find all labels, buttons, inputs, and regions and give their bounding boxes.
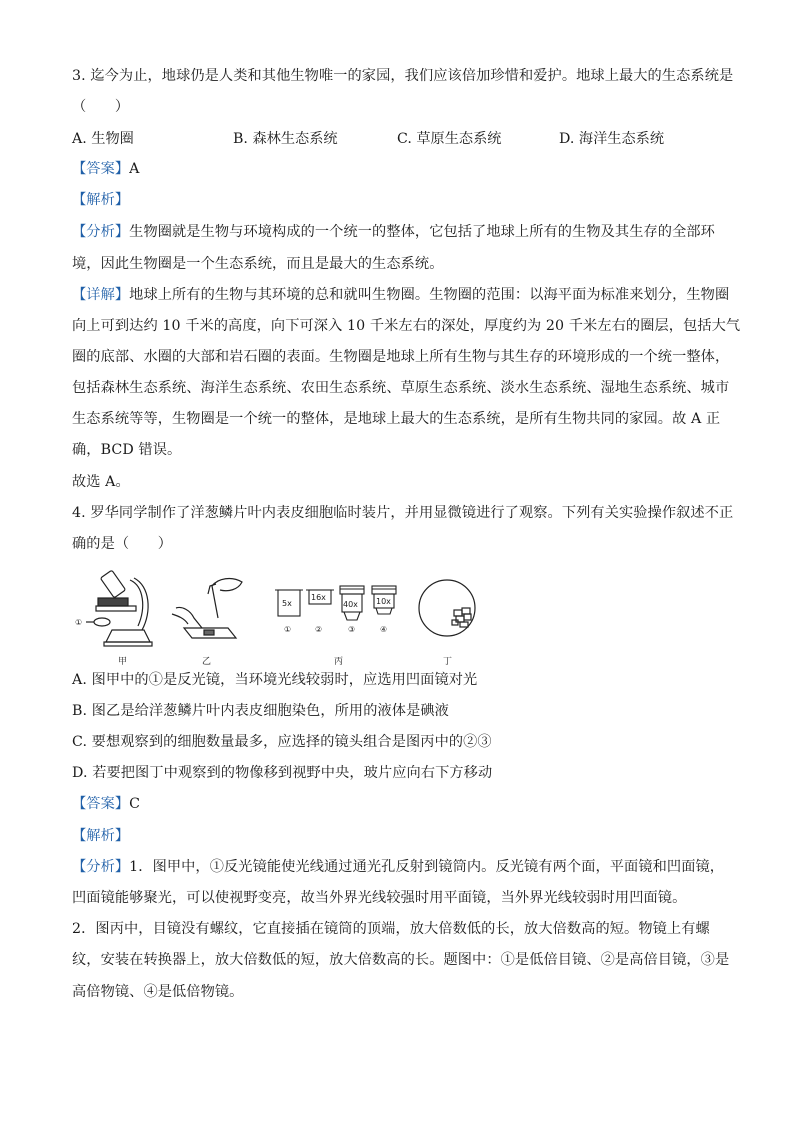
field-of-view-drawing — [419, 580, 475, 636]
q4-answer — [72, 794, 722, 814]
q4-option-b: B. 图乙是给洋葱鳞片叶内表皮细胞染色，所用的液体是碘液 — [72, 703, 449, 719]
figure-caption-jia: 甲 — [118, 657, 128, 667]
q3-stem-line-1: 3. 迄今为止，地球仍是人类和其他生物唯一的家园，我们应该倍加珍惜和爱护。地球上最大的生态系统是 — [72, 68, 734, 84]
lens-label-3: 40x — [343, 600, 358, 609]
q3-fenxi-line-1 — [72, 222, 722, 242]
q3-options — [72, 128, 722, 150]
microscope-drawing — [86, 570, 152, 646]
q3-conclusion: 故选 A。 — [72, 474, 130, 490]
fenxi-tag: 【分析】 — [72, 224, 130, 240]
slide-staining-drawing — [172, 579, 242, 638]
q3-answer — [72, 159, 722, 179]
q4-fenxi-line-2: 凹面镜能够聚光，可以使视野变亮，故当外界光线较强时用平面镜，当外界光线较弱时用凹面镜。 — [72, 890, 687, 906]
q3-stem-line-2: （ ） — [72, 99, 130, 115]
q3-option-d: D. 海洋生态系统 — [559, 131, 665, 147]
q3-xiangjie-line-3: 圈的底部、水圈的大部和岩石圈的表面。生物圈是地球上所有生物与其生存的环境形成的一个统一整体， — [72, 349, 730, 365]
xiangjie-text: 地球上所有的生物与其环境的总和就叫生物圈。生物圈的范围：以海平面为标准来划分，生物圈 — [129, 287, 730, 303]
lens-number-1: ① — [284, 625, 292, 634]
q4-figure — [72, 568, 492, 668]
figure-caption-bing: 丙 — [334, 657, 344, 667]
q4-option-c: C. 要想观察到的细胞数量最多，应选择的镜头组合是图丙中的②③ — [72, 734, 492, 750]
q4-point2-line-3: 高倍物镜、④是低倍物镜。 — [72, 984, 244, 1000]
analysis-tag: 【解析】 — [72, 828, 130, 844]
q4-option-a: A. 图甲中的①是反光镜，当环境光线较弱时，应选用凹面镜对光 — [72, 672, 478, 688]
fenxi-tag: 【分析】 — [72, 859, 130, 875]
q3-xiangjie-line-4: 包括森林生态系统、海洋生态系统、农田生态系统、草原生态系统、淡水生态系统、湿地生态系统、城市 — [72, 380, 730, 396]
q3-option-a: A. 生物圈 — [72, 131, 134, 147]
figure-caption-yi: 乙 — [202, 657, 212, 667]
q3-option-c: C. 草原生态系统 — [397, 131, 502, 147]
answer-value: C — [129, 796, 141, 812]
q4-fenxi-line-1 — [72, 857, 725, 877]
lens-number-4: ④ — [380, 625, 388, 634]
q3-fenxi-line-2: 境，因此生物圈是一个生态系统，而且是最大的生态系统。 — [72, 256, 444, 272]
lens-number-2: ② — [315, 625, 323, 634]
q4-point2-line-1: 2．图丙中，目镜没有螺纹，它直接插在镜筒的顶端，放大倍数低的长，放大倍数高的短。物镜上有螺 — [72, 921, 710, 937]
q4-stem-line-2: 确的是（ ） — [72, 536, 173, 552]
q3-xiangjie-line-6: 确，BCD 错误。 — [72, 442, 182, 458]
q4-figure-svg — [72, 568, 492, 668]
q4-analysis-heading — [72, 826, 722, 846]
fenxi-text: 1．图甲中，①反光镜能使光线通过通光孔反射到镜筒内。反光镜有两个面，平面镜和凹面镜， — [129, 859, 725, 875]
lens-label-2: 16x — [311, 593, 326, 602]
lens-label-4: 10x — [376, 597, 391, 606]
figure-caption-ding: 丁 — [443, 657, 453, 667]
lens-label-1: 5x — [282, 599, 292, 608]
answer-value: A — [129, 161, 140, 177]
xiangjie-tag: 【详解】 — [72, 287, 130, 303]
q3-analysis-heading — [72, 190, 722, 210]
q3-xiangjie-line-2: 向上可到达约 10 千米的高度，向下可深入 10 千米左右的深处，厚度约为 20 千米左右的圈层，包括大气 — [72, 318, 741, 334]
microscope-label-1: ① — [75, 618, 83, 627]
fenxi-text: 生物圈就是生物与环境构成的一个统一的整体，它包括了地球上所有的生物及其生存的全部环 — [129, 224, 715, 240]
q3-option-b: B. 森林生态系统 — [233, 131, 338, 147]
answer-tag: 【答案】 — [72, 161, 130, 177]
q3-xiangjie-line-5: 生态系统等等，生物圈是一个统一的整体，是地球上最大的生态系统，是所有生物共同的家园。故 A 正 — [72, 411, 721, 427]
analysis-tag: 【解析】 — [72, 192, 130, 208]
lens-number-3: ③ — [348, 625, 356, 634]
q4-stem-line-1: 4. 罗华同学制作了洋葱鳞片叶内表皮细胞临时装片，并用显微镜进行了观察。下列有关实验操作叙述不正 — [72, 505, 734, 521]
q4-point2-line-2: 纹，安装在转换器上，放大倍数低的短，放大倍数高的长。题图中：①是低倍目镜、②是高倍目镜，③是 — [72, 952, 730, 968]
answer-tag: 【答案】 — [72, 796, 130, 812]
q3-xiangjie-line-1 — [72, 285, 730, 305]
q4-option-d: D. 若要把图丁中观察到的物像移到视野中央，玻片应向右下方移动 — [72, 765, 493, 781]
